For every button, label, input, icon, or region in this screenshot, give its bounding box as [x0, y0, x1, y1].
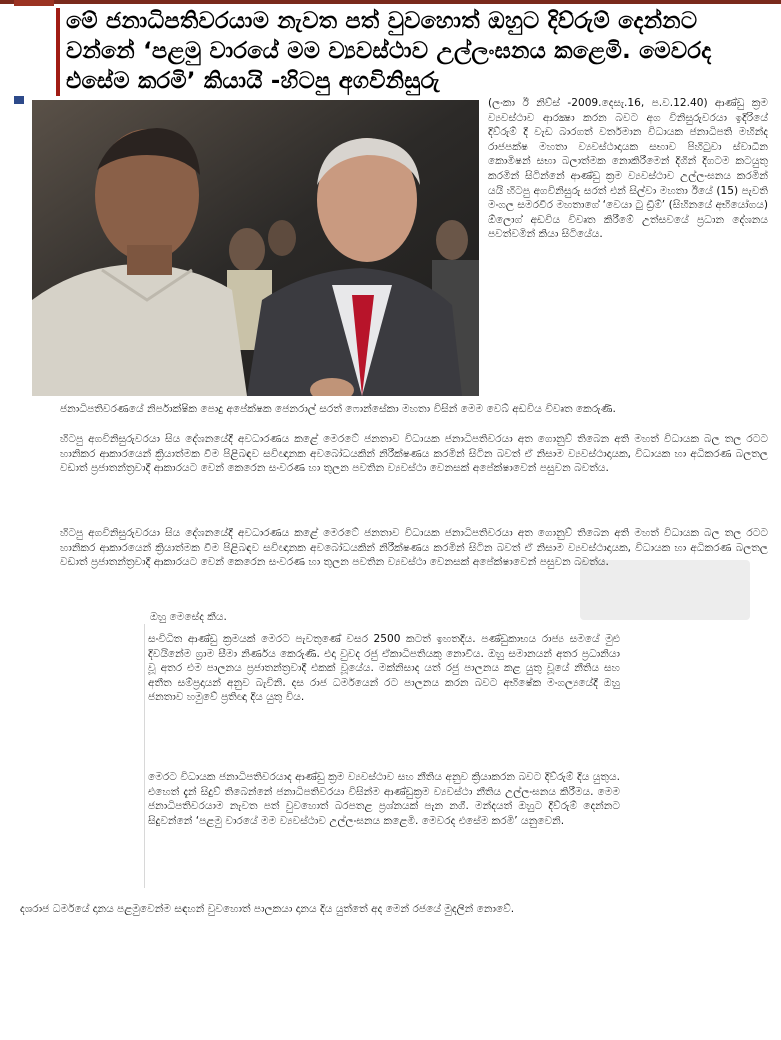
- article-paragraph-3: හිටපු අගවිනිසුරුවරයා සිය දේශනයේදී අවධාරණය කළේ මෙරටේ ජනතාව විධායක ජනාධිපතිවරයා අත ගොනුව් තිබෙන අති මහත් විධායක බල තල රටට හානිකර ආකාරයෙන් ක්‍රියාත්මක වීම පිළිබඳව සවිඥානක අවබෝධයකින් නිරීක්ෂණය කරමින් සිටින බවත් ඒ නිසාම ව්‍යවස්ථාදායක, විධායක හා අධිකරණ බලතල වඩාත් ප්‍රජාතන්ත්‍රවාදී ආකාරයට වෙන් කෙරෙන සංවරණ හා තුලන පවතින ව්‍යවස්ථා වෙනසක් අපේක්ෂාවෙන් පසුවන බවත්ය.: [60, 433, 768, 475]
- top-border: [0, 0, 781, 4]
- headline-accent-bar: [56, 8, 60, 96]
- article-paragraph-4: හිටපු අගවිනිසුරුවරයා සිය දේශනයේදී අවධාරණය කළේ මෙරටේ ජනතාව විධායක ජනාධිපතිවරයා අත ගොනුව් තිබෙන අති මහත් විධායක බල තල රටට හානිකර ආකාරයෙන් ක්‍රියාත්මක වීම පිළිබඳව සවිඥානක අවබෝධයකින් නිරීක්ෂණය කරමින් සිටින බවත් ඒ නිසාම ව්‍යවස්ථාදායක, විධායක හා අධිකරණ බලතල වඩාත් ප්‍රජාතන්ත්‍රවාදී ආකාරයට වෙන් කෙරෙන සංවරණ හා තුලන පවතින ව්‍යවස්ථා වෙනසක් අපේක්ෂාවෙන් පසුවන බවත්ය.: [60, 527, 768, 569]
- side-marker: [14, 96, 24, 104]
- article-note: ඔහු මෙසේද කීය.: [150, 611, 227, 623]
- article-headline: මේ ජනාධිපතිවරයාම නැවත පත් වුවහොත් ඔහුට දිව්රුම් දෙන්නට වන්නේ ‘පළමු වාරයේ මම ව්‍යවස්ථාව උල්ලංඝනය කළෙමි. මෙවරද එසේම කරමි’ කියායි -හිටපු අගවිනිසුරු: [66, 8, 712, 94]
- quote-paragraph-2: මෙරට විධායක ජනාධිපතිවරයාද ආණ්ඩු ක්‍රම ව්‍යවස්ථාව සහ නීතිය අනුව ක්‍රියාකරන බවට දිව්රුම් දිය යුතුය. එහෙත් දැන් සිදුව් තිබෙන්නේ ජනාධිපතිවරයා විසින්ම ආණ්ඩුක්‍රම ව්‍යවස්ථා නීතිය උල්ලංඝනය කිරීමය. මෙම ජනාධිපතිවරයාම නැවත පත් වුවහොත් බරපතළ ප්‍රශ්නයක් පැන නගී. මන්දයත් ඔහුට දිව්රුම් දෙන්නට සිදුවන්නේ ‘පළමු වාරයේ මම ව්‍යවස්ථාව උල්ලංඝනය කළෙමි. මෙවරද එසේම කරමි’ යනුවෙනි.: [148, 771, 620, 827]
- article-paragraph-2: ජනාධිපතිවරණයේ නිර්පාක්ෂික පොදු අපේක්ෂක ජෙනරාල් සරත් ෆොන්සේකා මහතා විසින් මෙම වෙබ් අඩවිය විවෘත කෙරුණි.: [60, 403, 616, 415]
- article-intro-paragraph: (ලංකා ඊ නිව්ස් -2009.දෙසැ.16, ප.ව.12.40) ආණ්ඩු ක්‍රම ව්‍යවස්ථාව ආරක්‍ෂා කරන බවට අග විනිසුරුවරයා ඉදිරියේ දිව්රුම් දී වැඩ බාරගත් වර්තමාන විධායක ජනාධිපති මහින්ද රාජපක්ෂ මහතා ව්‍යවස්ථාදායක සභාව පිහිටුවා ස්වාධීන කොමිෂන් සභා බලාත්මක නොකිරීමෙන් දිගින් දිගටම කටයුතු කරමින් සිටින්නේ ආණ්ඩු ක්‍රම ව්‍යවස්ථාව උල්ලංඝනය කරමින් යයි හිටපු අගවිනිසුරු සරත් එන් සිල්වා මහතා ඊයේ (15) පැවති මංගල සමරවීර මහතාගේ ‘වෙයා ටු ඩ්‍රීම්’ (සිහිනයේ අභියෝගය) ඕලොග් අඩවිය විවෘත කිරීමේ උත්සවයේ ප්‍රධාන දේශනය පවත්වමින් කියා සිටියේය.: [488, 97, 768, 241]
- photo-illustration: [32, 100, 479, 396]
- article-closing-paragraph: දශරාජ ධර්මයේ දානය පළමුවෙන්ම සඳහන් වුවහොත් පාලකයා දානය දිය යුත්තේ අද මෙන් රජයේ මුදලින් නොවේ.: [20, 903, 515, 915]
- quote-paragraph-1: සංවිධිත ආණ්ඩු ක්‍රමයක් මෙරට පැවතුණේ වසර 2500 කටත් ඉහතදීය. පණ්ඩුකාභය රාජ්‍ය සමයේ මුළු දිවයිනේම ග්‍රාම සීමා නිර්ණය කෙරුණි. එදා වුවද රජු ඒකාධිපතියකු නොවීය. ඔහු සමානයන් අතර ප්‍රධානියා වූ අතර එම පාලනය ප්‍රජාතන්ත්‍රවාදී එකක් වූයේය. මක්නිසාද යත් රජු පාලනය කළ යුතු වූයේ නීතිය සහ අතීත සම්ප්‍රදායන් අනුව බැවිනි. දස රාජ ධර්මයෙන් රට පාලනය කරන බවට අභිෂේක මංගල්‍යයේදී ඔහු ජනතාව හමුවේ ප්‍රතිඥා දිය යුතු විය.: [148, 633, 620, 704]
- top-border-accent: [14, 0, 54, 6]
- article-photo: [32, 100, 479, 396]
